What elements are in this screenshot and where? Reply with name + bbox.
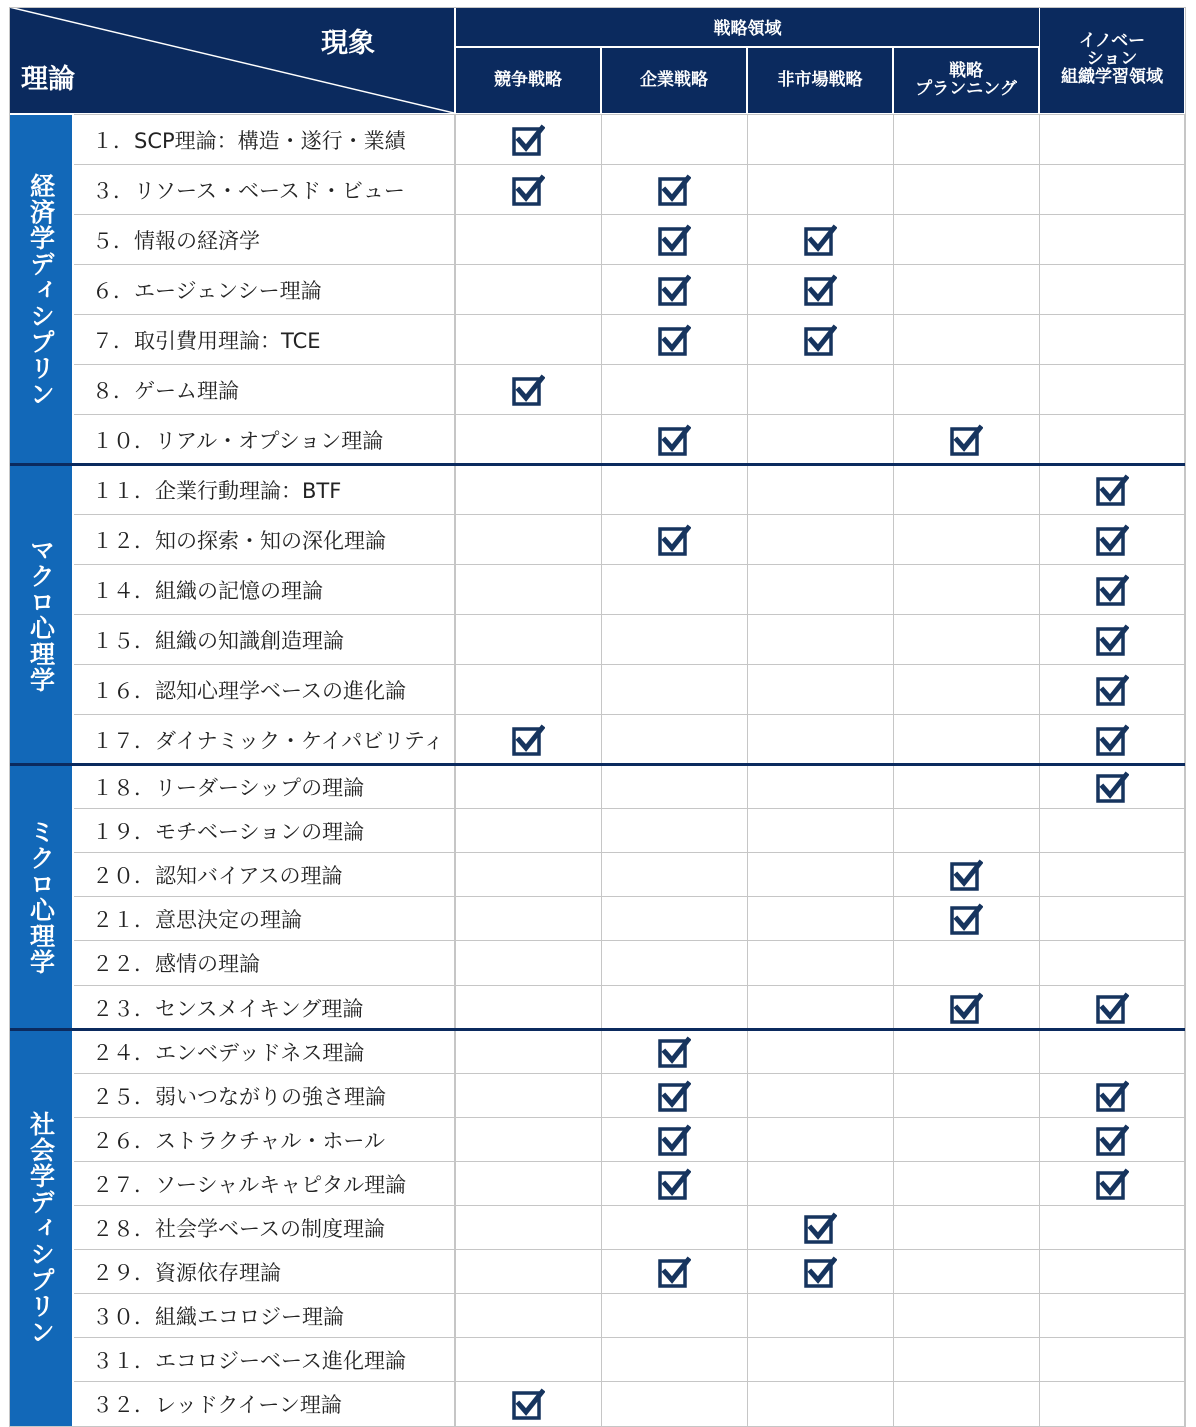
row-divider — [74, 1249, 1186, 1250]
table-cell — [1040, 1030, 1184, 1074]
group-label-3 — [9, 1030, 72, 1427]
table-cell — [1040, 897, 1184, 941]
checkbox-checked-icon — [657, 423, 691, 457]
table-cell — [456, 665, 600, 715]
table-cell — [1040, 853, 1184, 897]
table-cell — [602, 897, 746, 941]
table-cell — [748, 1206, 892, 1250]
table-cell — [456, 1382, 600, 1426]
group-label-1 — [9, 465, 72, 765]
table-row-label: １．SCP理論：構造・遂行・業績 — [74, 115, 454, 165]
row-divider — [74, 1073, 1186, 1074]
table-row-label: ２０．認知バイアスの理論 — [74, 853, 454, 897]
strategy-domain-label: 戦略領域 — [713, 19, 782, 39]
row-divider — [74, 985, 1186, 986]
table-row-label: １４．組織の記憶の理論 — [74, 565, 454, 615]
checkbox-checked-icon — [657, 523, 691, 557]
table-cell — [748, 1074, 892, 1118]
table-cell — [1040, 986, 1184, 1030]
table-row-label: ３．リソース・ベースド・ビュー — [74, 165, 454, 215]
table-cell — [456, 1338, 600, 1382]
table-cell — [1040, 215, 1184, 265]
column-divider — [747, 115, 748, 1427]
theory-label: 理論 — [21, 64, 75, 95]
table-cell — [1040, 165, 1184, 215]
table-cell — [748, 765, 892, 809]
checkbox-checked-icon — [1095, 723, 1129, 757]
checkbox-checked-icon — [1095, 770, 1129, 804]
table-cell — [602, 1338, 746, 1382]
table-row-label: ２７．ソーシャルキャピタル理論 — [74, 1162, 454, 1206]
table-cell — [1040, 1162, 1184, 1206]
table-cell — [894, 165, 1038, 215]
table-cell — [894, 365, 1038, 415]
table-row-label: １９．モチベーションの理論 — [74, 809, 454, 853]
checkbox-checked-icon — [657, 1035, 691, 1069]
table-cell — [894, 415, 1038, 465]
table-cell — [456, 1250, 600, 1294]
checkbox-checked-icon — [657, 1123, 691, 1157]
checkbox-checked-icon — [511, 173, 545, 207]
table-row-label: １８．リーダーシップの理論 — [74, 765, 454, 809]
table-cell — [894, 1162, 1038, 1206]
checkbox-checked-icon — [1095, 1079, 1129, 1113]
table-cell — [602, 365, 746, 415]
checkbox-checked-icon — [1095, 623, 1129, 657]
column-header-3 — [894, 48, 1038, 113]
checkbox-checked-icon — [803, 223, 837, 257]
checkbox-checked-icon — [657, 323, 691, 357]
table-cell — [456, 265, 600, 315]
table-cell — [602, 515, 746, 565]
table-cell — [894, 115, 1038, 165]
table-cell — [456, 415, 600, 465]
column-header-1 — [602, 48, 746, 113]
table-cell — [602, 415, 746, 465]
theory-matrix-table — [9, 7, 1186, 1417]
table-cell — [894, 465, 1038, 515]
table-cell — [1040, 1074, 1184, 1118]
row-divider — [74, 314, 1186, 315]
column-divider — [601, 115, 602, 1427]
table-cell — [1040, 415, 1184, 465]
table-cell — [1040, 665, 1184, 715]
table-cell — [456, 715, 600, 765]
checkbox-checked-icon — [1095, 991, 1129, 1025]
row-divider — [74, 564, 1186, 565]
checkbox-checked-icon — [803, 273, 837, 307]
table-cell — [1040, 1250, 1184, 1294]
table-cell — [894, 1294, 1038, 1338]
checkbox-checked-icon — [1095, 1167, 1129, 1201]
table-cell — [748, 665, 892, 715]
table-cell — [456, 115, 600, 165]
table-cell — [894, 515, 1038, 565]
table-cell — [456, 565, 600, 615]
column-header-4 — [1040, 7, 1184, 113]
checkbox-checked-icon — [803, 323, 837, 357]
group-label-2 — [9, 765, 72, 1030]
checkbox-checked-icon — [1095, 573, 1129, 607]
checkbox-checked-icon — [949, 858, 983, 892]
table-cell — [456, 465, 600, 515]
checkbox-checked-icon — [511, 1387, 545, 1421]
table-cell — [602, 165, 746, 215]
checkbox-checked-icon — [1095, 1123, 1129, 1157]
table-cell — [1040, 365, 1184, 415]
table-cell — [456, 765, 600, 809]
checkbox-checked-icon — [657, 223, 691, 257]
table-cell — [748, 715, 892, 765]
table-cell — [748, 1030, 892, 1074]
table-row-label: １６．認知心理学ベースの進化論 — [74, 665, 454, 715]
row-divider — [74, 940, 1186, 941]
table-cell — [456, 365, 600, 415]
table-cell — [748, 986, 892, 1030]
row-divider — [74, 1117, 1186, 1118]
table-cell — [894, 265, 1038, 315]
table-cell — [602, 765, 746, 809]
table-row-label: ２３．センスメイキング理論 — [74, 986, 454, 1030]
table-cell — [748, 515, 892, 565]
table-cell — [1040, 1382, 1184, 1426]
table-cell — [748, 809, 892, 853]
table-row-label: １０．リアル・オプション理論 — [74, 415, 454, 465]
group-label-text: マクロ心理学 — [26, 537, 56, 693]
table-cell — [456, 615, 600, 665]
table-cell — [748, 1294, 892, 1338]
table-cell — [1040, 1118, 1184, 1162]
table-cell — [602, 1030, 746, 1074]
row-divider — [74, 414, 1186, 415]
checkbox-checked-icon — [657, 1255, 691, 1289]
checkbox-checked-icon — [949, 423, 983, 457]
table-cell — [456, 986, 600, 1030]
table-cell — [456, 315, 600, 365]
table-row-label: １１．企業行動理論：BTF — [74, 465, 454, 515]
table-cell — [602, 1294, 746, 1338]
table-cell — [748, 165, 892, 215]
strategy-domain-header — [456, 7, 1039, 46]
column-header-label: イノベー ション 組織学習領域 — [1061, 31, 1163, 87]
column-header-label: 戦略 プランニング — [915, 60, 1017, 99]
table-cell — [602, 115, 746, 165]
table-cell — [748, 941, 892, 985]
table-cell — [748, 315, 892, 365]
table-cell — [894, 897, 1038, 941]
table-cell — [1040, 1338, 1184, 1382]
table-cell — [456, 1074, 600, 1118]
table-cell — [602, 1162, 746, 1206]
table-cell — [1040, 809, 1184, 853]
table-cell — [602, 315, 746, 365]
checkbox-checked-icon — [657, 273, 691, 307]
table-cell — [1040, 315, 1184, 365]
table-cell — [894, 615, 1038, 665]
row-divider — [74, 1293, 1186, 1294]
row-divider — [74, 852, 1186, 853]
table-cell — [456, 897, 600, 941]
table-cell — [894, 665, 1038, 715]
column-divider — [455, 115, 456, 1427]
table-cell — [894, 1030, 1038, 1074]
table-row-label: ６．エージェンシー理論 — [74, 265, 454, 315]
table-cell — [748, 1382, 892, 1426]
table-cell — [456, 1206, 600, 1250]
table-cell — [894, 809, 1038, 853]
table-cell — [894, 1250, 1038, 1294]
table-cell — [748, 615, 892, 665]
table-row-label: ２６．ストラクチャル・ホール — [74, 1118, 454, 1162]
table-cell — [602, 1118, 746, 1162]
row-divider — [74, 1337, 1186, 1338]
checkbox-checked-icon — [657, 1079, 691, 1113]
table-cell — [602, 465, 746, 515]
table-cell — [748, 565, 892, 615]
checkbox-checked-icon — [949, 991, 983, 1025]
column-header-label: 非市場戦略 — [777, 69, 863, 90]
table-row-label: ８．ゲーム理論 — [74, 365, 454, 415]
table-cell — [456, 941, 600, 985]
table-row-label: ３１．エコロジーベース進化理論 — [74, 1338, 454, 1382]
table-row-label: ２２．感情の理論 — [74, 941, 454, 985]
checkbox-checked-icon — [511, 373, 545, 407]
table-cell — [1040, 515, 1184, 565]
checkbox-checked-icon — [657, 1167, 691, 1201]
group-separator — [9, 463, 1186, 466]
table-cell — [748, 415, 892, 465]
table-cell — [602, 809, 746, 853]
table-cell — [602, 986, 746, 1030]
row-divider — [74, 114, 1186, 115]
table-cell — [748, 265, 892, 315]
table-cell — [748, 365, 892, 415]
group-label-text: 経済学ディシプリン — [26, 173, 56, 407]
table-cell — [602, 665, 746, 715]
table-row-label: ２４．エンベデッドネス理論 — [74, 1030, 454, 1074]
table-cell — [602, 715, 746, 765]
table-cell — [1040, 615, 1184, 665]
checkbox-checked-icon — [1095, 473, 1129, 507]
table-cell — [894, 1074, 1038, 1118]
table-cell — [456, 1118, 600, 1162]
checkbox-checked-icon — [657, 173, 691, 207]
table-cell — [1040, 265, 1184, 315]
table-row-label: ２１．意思決定の理論 — [74, 897, 454, 941]
table-cell — [748, 1118, 892, 1162]
row-divider — [74, 214, 1186, 215]
group-label-text: ミクロ心理学 — [26, 819, 56, 976]
group-separator — [9, 1028, 1186, 1031]
table-cell — [456, 853, 600, 897]
table-cell — [894, 986, 1038, 1030]
table-cell — [894, 315, 1038, 365]
table-row-label: ２９．資源依存理論 — [74, 1250, 454, 1294]
table-row-label: ２８．社会学ベースの制度理論 — [74, 1206, 454, 1250]
row-divider — [74, 1381, 1186, 1382]
table-row-label: １５．組織の知識創造理論 — [74, 615, 454, 665]
table-cell — [602, 565, 746, 615]
column-divider — [1039, 115, 1040, 1427]
column-header-label: 競争戦略 — [494, 69, 562, 90]
table-cell — [602, 615, 746, 665]
group-separator — [9, 763, 1186, 766]
table-cell — [1040, 715, 1184, 765]
checkbox-checked-icon — [803, 1211, 837, 1245]
table-cell — [894, 941, 1038, 985]
table-cell — [602, 215, 746, 265]
table-cell — [748, 1338, 892, 1382]
row-divider — [74, 514, 1186, 515]
table-cell — [894, 1118, 1038, 1162]
table-cell — [1040, 565, 1184, 615]
table-cell — [748, 115, 892, 165]
group-label-0 — [9, 115, 72, 465]
table-row-label: １２．知の探索・知の深化理論 — [74, 515, 454, 565]
row-divider — [74, 808, 1186, 809]
table-cell — [1040, 115, 1184, 165]
table-cell — [748, 1250, 892, 1294]
table-cell — [894, 765, 1038, 809]
table-cell — [894, 853, 1038, 897]
table-row-label: ３０．組織エコロジー理論 — [74, 1294, 454, 1338]
table-cell — [602, 265, 746, 315]
table-cell — [894, 565, 1038, 615]
table-cell — [894, 715, 1038, 765]
table-cell — [456, 165, 600, 215]
table-row-label: １７．ダイナミック・ケイパビリティ — [74, 715, 454, 765]
row-divider — [74, 614, 1186, 615]
table-cell — [602, 853, 746, 897]
table-cell — [1040, 465, 1184, 515]
checkbox-checked-icon — [511, 723, 545, 757]
column-header-0 — [456, 48, 600, 113]
table-row-label: ５．情報の経済学 — [74, 215, 454, 265]
table-cell — [748, 897, 892, 941]
table-cell — [894, 1338, 1038, 1382]
table-cell — [602, 1250, 746, 1294]
row-divider — [74, 364, 1186, 365]
table-cell — [1040, 765, 1184, 809]
table-cell — [748, 215, 892, 265]
diagonal-line — [9, 7, 454, 113]
table-cell — [456, 215, 600, 265]
table-cell — [748, 465, 892, 515]
group-label-text: 社会学ディシプリン — [26, 1111, 56, 1346]
table-cell — [456, 515, 600, 565]
table-cell — [1040, 1294, 1184, 1338]
row-divider — [74, 164, 1186, 165]
row-divider — [74, 264, 1186, 265]
table-cell — [602, 1206, 746, 1250]
table-cell — [602, 1074, 746, 1118]
column-divider — [893, 115, 894, 1427]
row-divider — [74, 896, 1186, 897]
corner-header — [9, 7, 454, 113]
table-cell — [748, 853, 892, 897]
table-cell — [456, 1294, 600, 1338]
column-divider — [1184, 115, 1185, 1427]
checkbox-checked-icon — [511, 123, 545, 157]
table-cell — [456, 1162, 600, 1206]
row-divider — [74, 664, 1186, 665]
table-cell — [748, 1162, 892, 1206]
table-row-label: ７．取引費用理論：TCE — [74, 315, 454, 365]
table-row-label: ３２．レッドクイーン理論 — [74, 1382, 454, 1426]
checkbox-checked-icon — [803, 1255, 837, 1289]
row-divider — [74, 714, 1186, 715]
table-cell — [1040, 941, 1184, 985]
row-divider — [74, 1205, 1186, 1206]
column-header-2 — [748, 48, 892, 113]
table-cell — [894, 215, 1038, 265]
table-cell — [894, 1206, 1038, 1250]
table-cell — [456, 1030, 600, 1074]
row-divider — [74, 1161, 1186, 1162]
table-cell — [1040, 1206, 1184, 1250]
column-header-label: 企業戦略 — [640, 69, 708, 90]
table-cell — [456, 809, 600, 853]
phenomenon-label: 現象 — [321, 28, 375, 59]
checkbox-checked-icon — [1095, 523, 1129, 557]
table-cell — [894, 1382, 1038, 1426]
table-row-label: ２５．弱いつながりの強さ理論 — [74, 1074, 454, 1118]
checkbox-checked-icon — [949, 902, 983, 936]
table-cell — [602, 1382, 746, 1426]
table-cell — [602, 941, 746, 985]
checkbox-checked-icon — [1095, 673, 1129, 707]
